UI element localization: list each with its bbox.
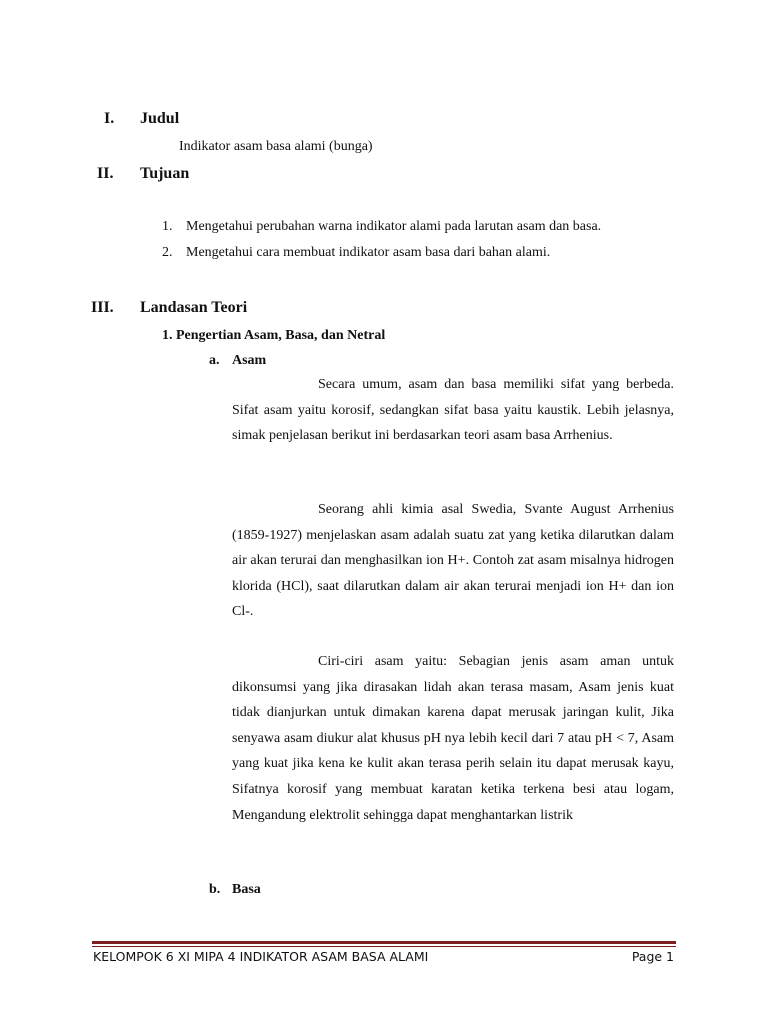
footer-rule-thin [92,946,676,947]
footer-rule [92,941,676,944]
section-title-landasan-teori: Landasan Teori [140,299,248,316]
list-marker: a. [209,353,220,368]
paragraph [232,372,674,449]
list-marker: 2. [162,245,173,260]
tujuan-item-1: Mengetahui perubahan warna indikator alami pada larutan asam dan basa. [186,219,602,234]
paragraph-text: Seorang ahli kimia asal Swedia, Svante August Arrhenius (1859-1927) menjelaskan asam adalah suatu zat yang ketika dilarutkan dalam air akan terurai dan menghasilkan ion H+. Contoh zat asam misalnya hidrogen klorida (HCl), saat dilarutkan dalam air akan terurai menjadi ion H+ dan ion Cl-. [232,502,674,620]
judul-text: Indikator asam basa alami (bunga) [179,139,373,154]
paragraph-text: Secara umum, asam dan basa memiliki sifat yang berbeda. Sifat asam yaitu korosif, sedangkan sifat basa yaitu kaustik. Lebih jelasnya, simak penjelasan berikut ini berdasarkan teori asam basa Arrhenius. [232,377,674,444]
subsection-title: 1. Pengertian Asam, Basa, dan Netral [162,328,386,343]
subsubsection-title-basa: Basa [232,882,261,897]
paragraph [232,649,674,828]
section-title-judul: Judul [140,110,180,127]
section-number-2: II. [97,165,114,182]
section-number-3: III. [91,299,114,316]
page-number: Page 1 [631,949,674,964]
section-number-1: I. [104,110,115,127]
list-marker: 1. [162,219,173,234]
paragraph [232,497,674,625]
section-title-tujuan: Tujuan [140,165,190,182]
subsubsection-title-asam: Asam [232,353,267,368]
footer-title: KELOMPOK 6 XI MIPA 4 INDIKATOR ASAM BASA ALAMI [93,949,429,964]
paragraph-text: Ciri-ciri asam yaitu: Sebagian jenis asam aman untuk dikonsumsi yang jika dirasakan lidah akan terasa masam, Asam jenis kuat tidak dianjurkan untuk dimakan karena dapat merusak jaringan kulit, Jika senyawa asam diukur alat khusus pH nya lebih kecil dari 7 atau pH < 7, Asam yang kuat jika kena ke kulit akan terasa perih selain itu dapat merusak kayu, Sifatnya korosif yang membuat karatan ketika terkena besi atau logam, Mengandung elektrolit sehingga dapat menghantarkan listrik [232,654,674,823]
list-marker: b. [209,882,221,897]
tujuan-item-2: Mengetahui cara membuat indikator asam basa dari bahan alami. [186,245,551,260]
